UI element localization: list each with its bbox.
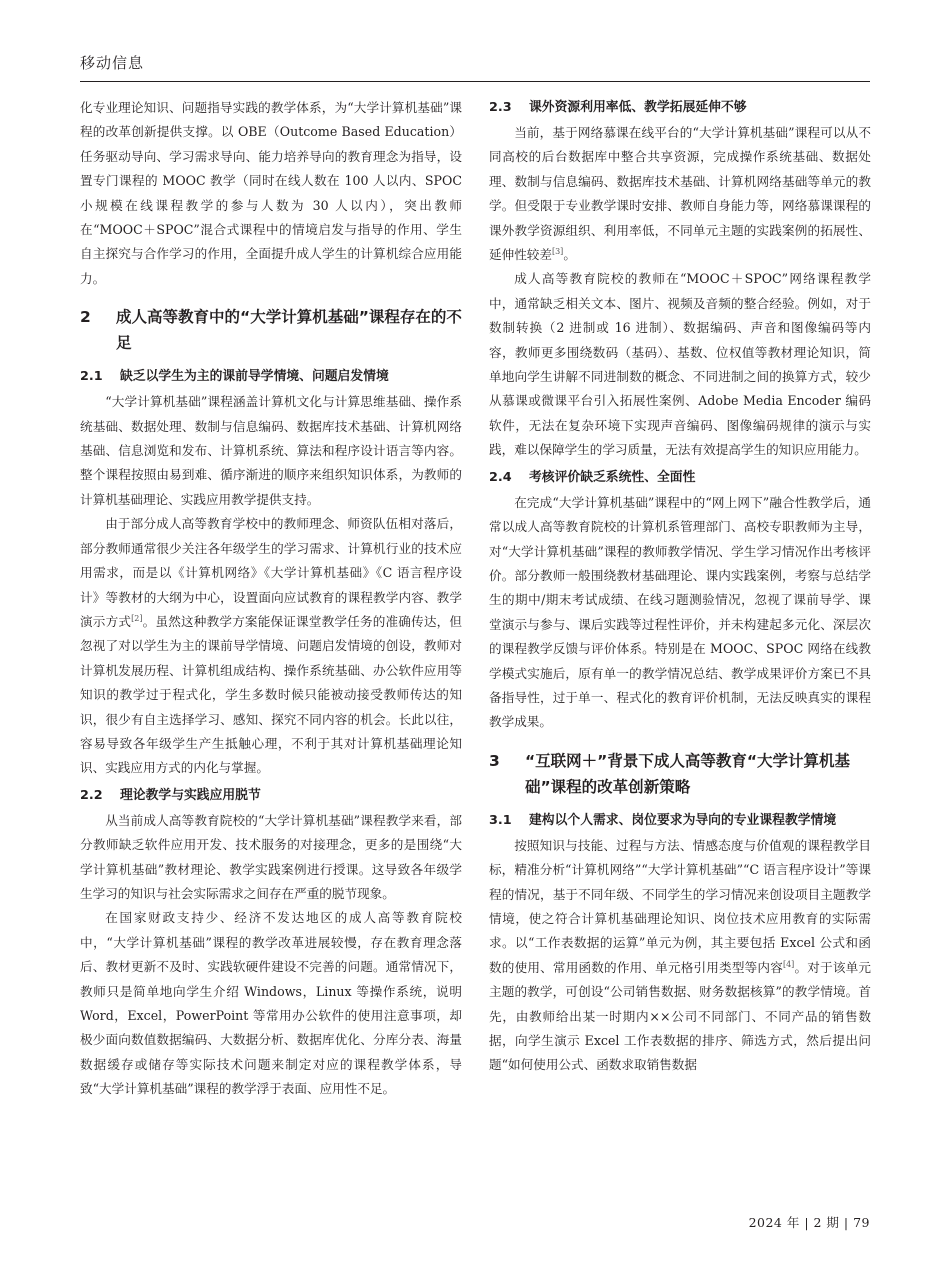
paragraph-text: 。对于该单元主题的教学，可创设“公司销售数据、财务数据核算”的教学情境。首先，由教师给出某一时期内××公司不同部门、不同产品的销售数据，向学生演示 Excel 工作表数据的排序、筛选方式，然后提出问题“如何使用公式、函数求取销售数据 — [489, 959, 871, 1073]
citation-ref: [4] — [782, 959, 795, 969]
section-3-title: “互联网＋”背景下成人高等教育“大学计算机基础”课程的改革创新策略 — [525, 751, 851, 796]
section-2-3-paragraph-2: 成人高等教育院校的教师在“MOOC＋SPOC”网络课程教学中，通常缺乏相关文本、图片、视频及音频的整合经验。例如，对于数制转换（2 进制或 16 进制）、数据编码、声音和图像编码等内容，教师更多围绕数码（基码）、基数、位权值等教材理论知识，简单地向学生讲解不同进制数的概念、不同进制之间的换算方式，较少从慕课或微课平台引入拓展性案例、Adobe Media Encoder 编码软件，无法在复杂环境下实现声音编码、图像编码规律的演示与实践，难以保障学生的学习质量，无法有效提高学生的知识应用能力。 — [489, 271, 871, 458]
section-3-1-heading — [489, 809, 871, 833]
paragraph-text: 当前，基于网络慕课在线平台的“大学计算机基础”课程可以从不同高校的后台数据库中整合共享资源，完成操作系统基础、数据处理、数制与信息编码、数据库技术基础、计算机网络基础等单元的教学。但受限于专业教学课时安排、教师自身能力等，网络慕课课程的课外教学资源组织、利用率低，不同单元主题的实践案例的拓展性、延伸性较差 — [489, 125, 871, 263]
section-2-2-paragraph-2: 在国家财政支持少、经济不发达地区的成人高等教育院校中，“大学计算机基础”课程的教学改革进展较慢，存在教育理念落后、教材更新不及时、实践软硬件建设不完善的问题。通常情况下，教师只是简单地向学生介绍 Windows，Linux 等操作系统，说明 Word，Excel，PowerPoint 等常用办公软件的使用注意事项，却极少面向数值数据编码、大数据分析、数据库优化、分库分表、海量数据缓存或储存等实际技术问题来制定对应的课程教学体系，导致“大学计算机基础”课程的教学浮于表面、应用性不足。 — [80, 910, 462, 1097]
section-2-1-title: 缺乏以学生为主的课前导学情境、问题启发情境 — [120, 369, 389, 385]
citation-ref: [3] — [551, 246, 564, 256]
right-column — [489, 96, 871, 1078]
intro-paragraph: 化专业理论知识、问题指导实践的教学体系，为“大学计算机基础”课程的改革创新提供支撑。以 OBE（Outcome Based Education）任务驱动导向、学习需求导向、能力培养导向的教育理念为指导，设置专门课程的 MOOC 教学（同时在线人数在 100 人以内、SPOC 小规模在线课程教学的参与人数为 30 人以内），突出教师在“MOOC＋SPOC”混合式课程中的情境启发与指导的作用、学生自主探究与合作学习的作用，全面提升成人学生的计算机综合应用能力。 — [80, 100, 462, 286]
section-2-4-heading — [489, 466, 871, 490]
section-2-1-paragraph-1: “大学计算机基础”课程涵盖计算机文化与计算思维基础、操作系统基础、数据处理、数制与信息编码、数据库技术基础、计算机网络基础、信息浏览和发布、计算机系统、算法和程序设计语言等内容。整个课程按照由易到难、循序渐进的顺序来组织知识体系，为教师的计算机基础理论、实践应用教学提供支持。 — [80, 394, 462, 507]
section-3-1-number: 3.1 — [489, 812, 512, 828]
section-2-1-number: 2.1 — [80, 369, 103, 385]
section-2-3-heading — [489, 96, 871, 120]
page-footer: 2024 年 | 2 期 | 79 — [748, 1215, 870, 1230]
paragraph-text: 。 — [563, 247, 576, 263]
section-2-4-title: 考核评价缺乏系统性、全面性 — [529, 469, 696, 485]
section-2-2-number: 2.2 — [80, 787, 103, 803]
header-rule — [80, 81, 870, 82]
section-2-2-heading — [80, 784, 462, 808]
paragraph-text: 按照知识与技能、过程与方法、情感态度与价值观的课程教学目标，精准分析“计算机网络”“大学计算机基础”“C 语言程序设计”等课程的情况，基于不同年级、不同学生的学习情况来创设项目主题教学情境，使之符合计算机基础理论知识、岗位技术应用教育的实际需求。以“工作表数据的运算”单元为例，其主要包括 Excel 公式和函数的使用、常用函数的作用、单元格引用类型等内容 — [489, 837, 871, 975]
section-2-number: 2 — [80, 308, 91, 327]
section-2-1-paragraph-2 — [80, 512, 462, 780]
section-3-heading — [489, 748, 871, 800]
citation-ref: [2] — [131, 613, 143, 623]
section-2-heading — [80, 304, 462, 356]
paragraph-text: 。虽然这种教学方案能保证课堂教学任务的准确传达，但忽视了对以学生为主的课前导学情境、问题启发情境的创设，教师对计算机发展历程、计算机组成结构、操作系统基础、办公软件应用等知识的教学过于程式化，学生多数时候只能被动接受教师传达的知识，很少有自主选择学习、感知、探究不同内容的机会。长此以往，容易导致各年级学生产生抵触心理，不利于其对计算机基础理论知识、实践应用方式的内化与掌握。 — [80, 613, 462, 776]
section-2-1-heading — [80, 365, 462, 389]
section-3-number: 3 — [489, 751, 500, 770]
section-2-2-title: 理论教学与实践应用脱节 — [120, 787, 261, 803]
section-2-3-paragraph-1 — [489, 121, 871, 267]
section-3-1-title: 建构以个人需求、岗位要求为导向的专业课程教学情境 — [529, 812, 837, 828]
paragraph-text: 由于部分成人高等教育学校中的教师理念、师资队伍相对落后，部分教师通常很少关注各年级学生的学习需求、计算机行业的技术应用需求，而是以《计算机网络》《大学计算机基础》《C 语言程序设计》等教材的大纲为中心，设置面向应试教育的课程教学内容、教学演示方式 — [80, 516, 462, 629]
section-2-3-title: 课外资源利用率低、教学拓展延伸不够 — [529, 100, 747, 115]
left-column — [80, 96, 462, 1102]
running-title: 移动信息 — [80, 54, 145, 72]
section-2-4-paragraph-1: 在完成“大学计算机基础”课程中的“网上网下”融合性教学后，通常以成人高等教育院校的计算机系管理部门、高校专职教师为主导，对“大学计算机基础”课程的教师教学情况、学生学习情况作出考核评价。部分教师一般围绕教材基础理论、课内实践案例，考察与总结学生的期中/期末考试成绩、在线习题测验情况，忽视了课前导学、课堂演示与参与、课后实践等过程性评价，并未构建起多元化、深层次的课程教学反馈与评价体系。特别是在 MOOC、SPOC 网络在线教学模式实施后，原有单一的教学情况总结、教学成果评价方案已不具备指导性，过于单一、程式化的教育评价机制，无法反映真实的课程教学成果。 — [489, 494, 871, 730]
section-2-title: 成人高等教育中的“大学计算机基础”课程存在的不足 — [116, 308, 462, 353]
section-3-1-paragraph-1 — [489, 834, 871, 1078]
section-2-2-paragraph-1: 从当前成人高等教育院校的“大学计算机基础”课程教学来看，部分教师缺乏软件应用开发、技术服务的对接理念，更多的是围绕“大学计算机基础”教材理论、教学实践案例进行授课。这导致各年级学生学习的知识与社会实际需求之间存在严重的脱节现象。 — [80, 812, 462, 901]
section-2-4-number: 2.4 — [489, 469, 512, 485]
section-2-3-number: 2.3 — [489, 100, 512, 115]
